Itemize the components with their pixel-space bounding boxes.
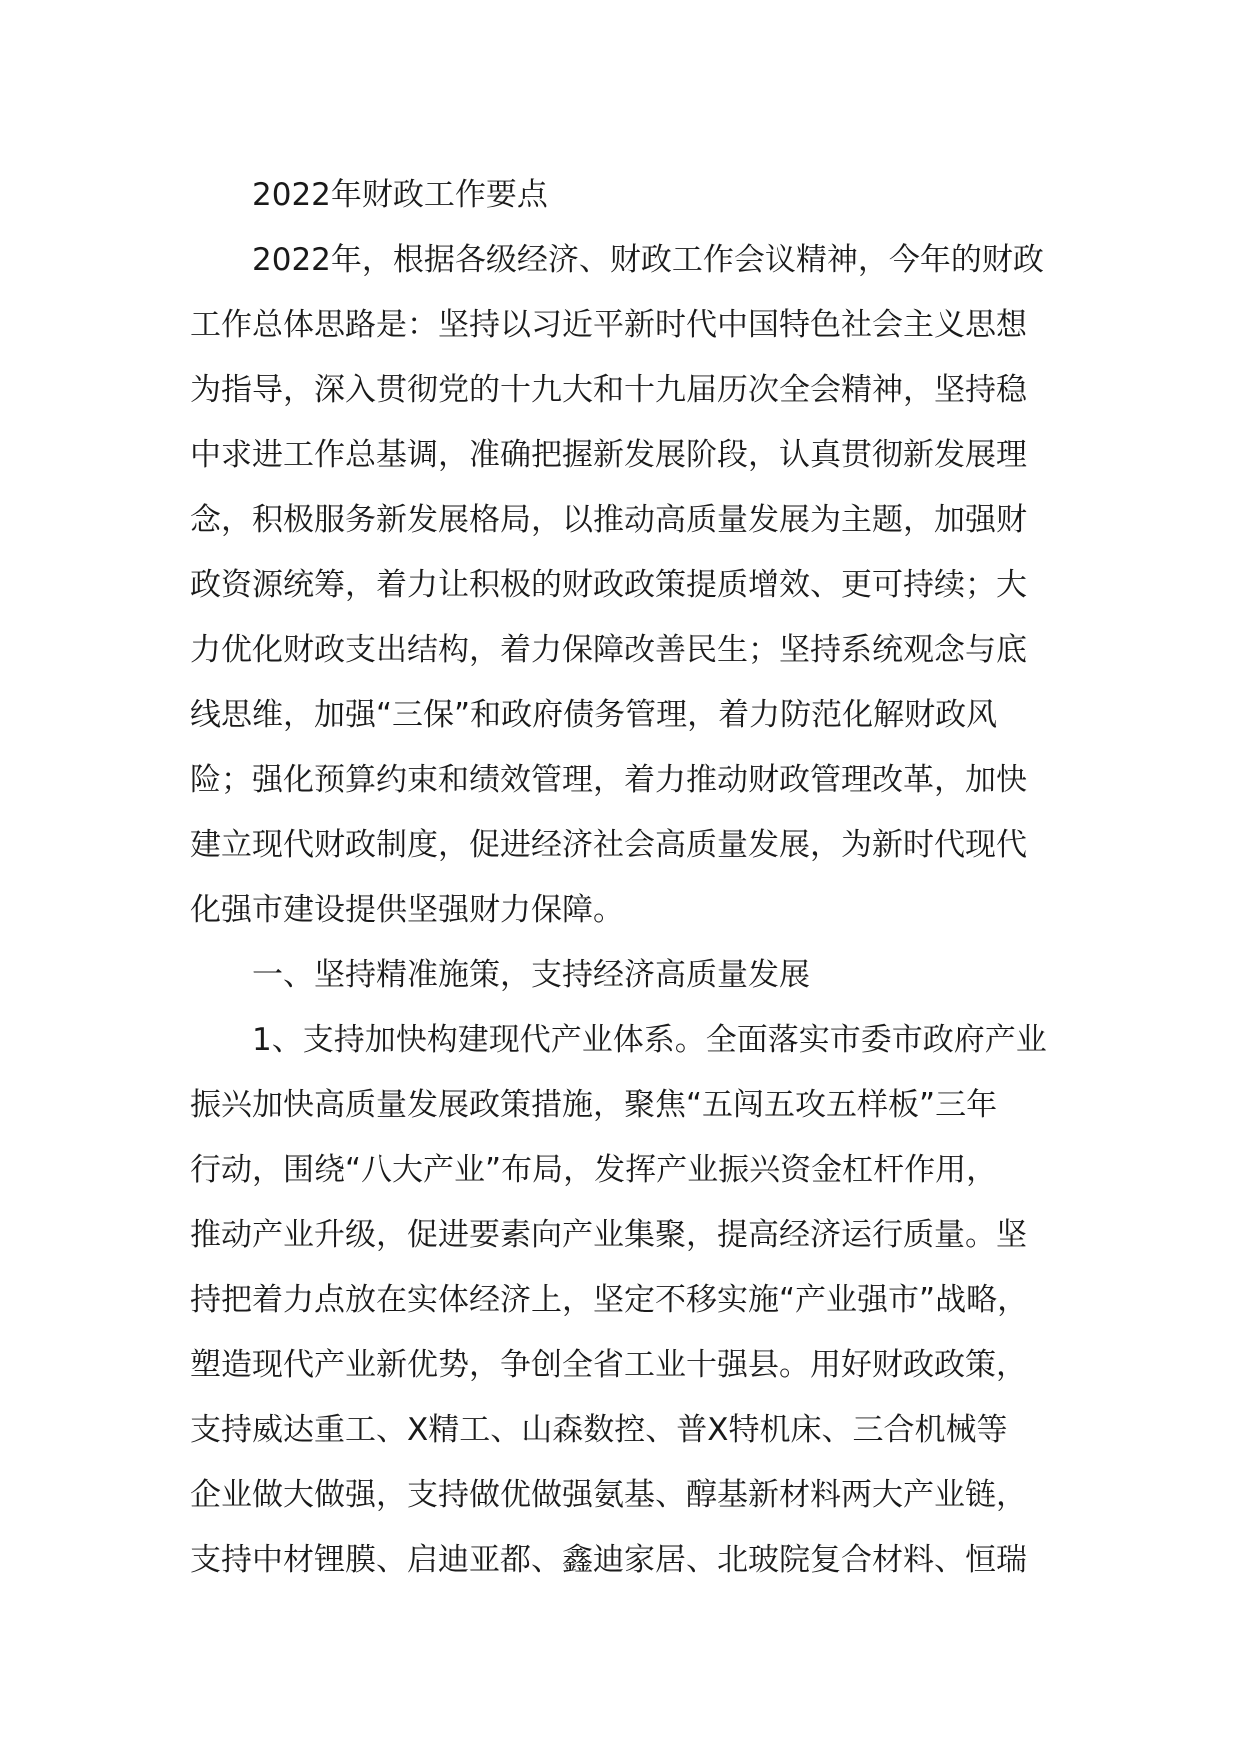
- paragraph-line: 行动，围绕“八大产业”布局，发挥产业振兴资金杠杆作用，: [190, 1152, 998, 1188]
- paragraph-line: 险；强化预算约束和绩效管理，着力推动财政管理改革，加快: [190, 762, 1027, 798]
- paragraph-line: 2022年，根据各级经济、财政工作会议精神，今年的财政: [252, 242, 1044, 278]
- paragraph-line: 化强市建设提供坚强财力保障。: [190, 892, 624, 928]
- paragraph-line: 1、支持加快构建现代产业体系。全面落实市委市政府产业: [252, 1022, 1047, 1058]
- intro-paragraph: [190, 228, 1090, 943]
- document-body: [190, 163, 1090, 1593]
- paragraph-line: 支持威达重工、X精工、山森数控、普X特机床、三合机械等: [190, 1412, 1008, 1448]
- paragraph-line: 持把着力点放在实体经济上，坚定不移实施“产业强市”战略，: [190, 1282, 1029, 1318]
- document-title: 2022年财政工作要点: [252, 177, 548, 213]
- paragraph-line: 推动产业升级，促进要素向产业集聚，提高经济运行质量。坚: [190, 1217, 1027, 1253]
- paragraph-line: 线思维，加强“三保”和政府债务管理，着力防范化解财政风: [190, 697, 998, 733]
- paragraph-line: 支持中材锂膜、启迪亚都、鑫迪家居、北玻院复合材料、恒瑞: [190, 1542, 1027, 1578]
- paragraph-line: 企业做大做强，支持做优做强氨基、醇基新材料两大产业链，: [190, 1477, 1027, 1513]
- paragraph-line: 力优化财政支出结构，着力保障改善民生；坚持系统观念与底: [190, 632, 1027, 668]
- paragraph-line: 念，积极服务新发展格局，以推动高质量发展为主题，加强财: [190, 502, 1027, 538]
- paragraph-line: 工作总体思路是：坚持以习近平新时代中国特色社会主义思想: [190, 307, 1027, 343]
- paragraph-line: 中求进工作总基调，准确把握新发展阶段，认真贯彻新发展理: [190, 437, 1027, 473]
- paragraph-line: 为指导，深入贯彻党的十九大和十九届历次全会精神，坚持稳: [190, 372, 1027, 408]
- paragraph-line: 塑造现代产业新优势，争创全省工业十强县。用好财政政策，: [190, 1347, 1027, 1383]
- paragraph-line: 振兴加快高质量发展政策措施，聚焦“五闯五攻五样板”三年: [190, 1087, 998, 1123]
- paragraph-line: 建立现代财政制度，促进经济社会高质量发展，为新时代现代: [190, 827, 1027, 863]
- item-1-paragraph: [190, 1008, 1090, 1593]
- section-heading: 一、坚持精准施策，支持经济高质量发展: [252, 957, 810, 993]
- paragraph-line: 政资源统筹，着力让积极的财政政策提质增效、更可持续；大: [190, 567, 1027, 603]
